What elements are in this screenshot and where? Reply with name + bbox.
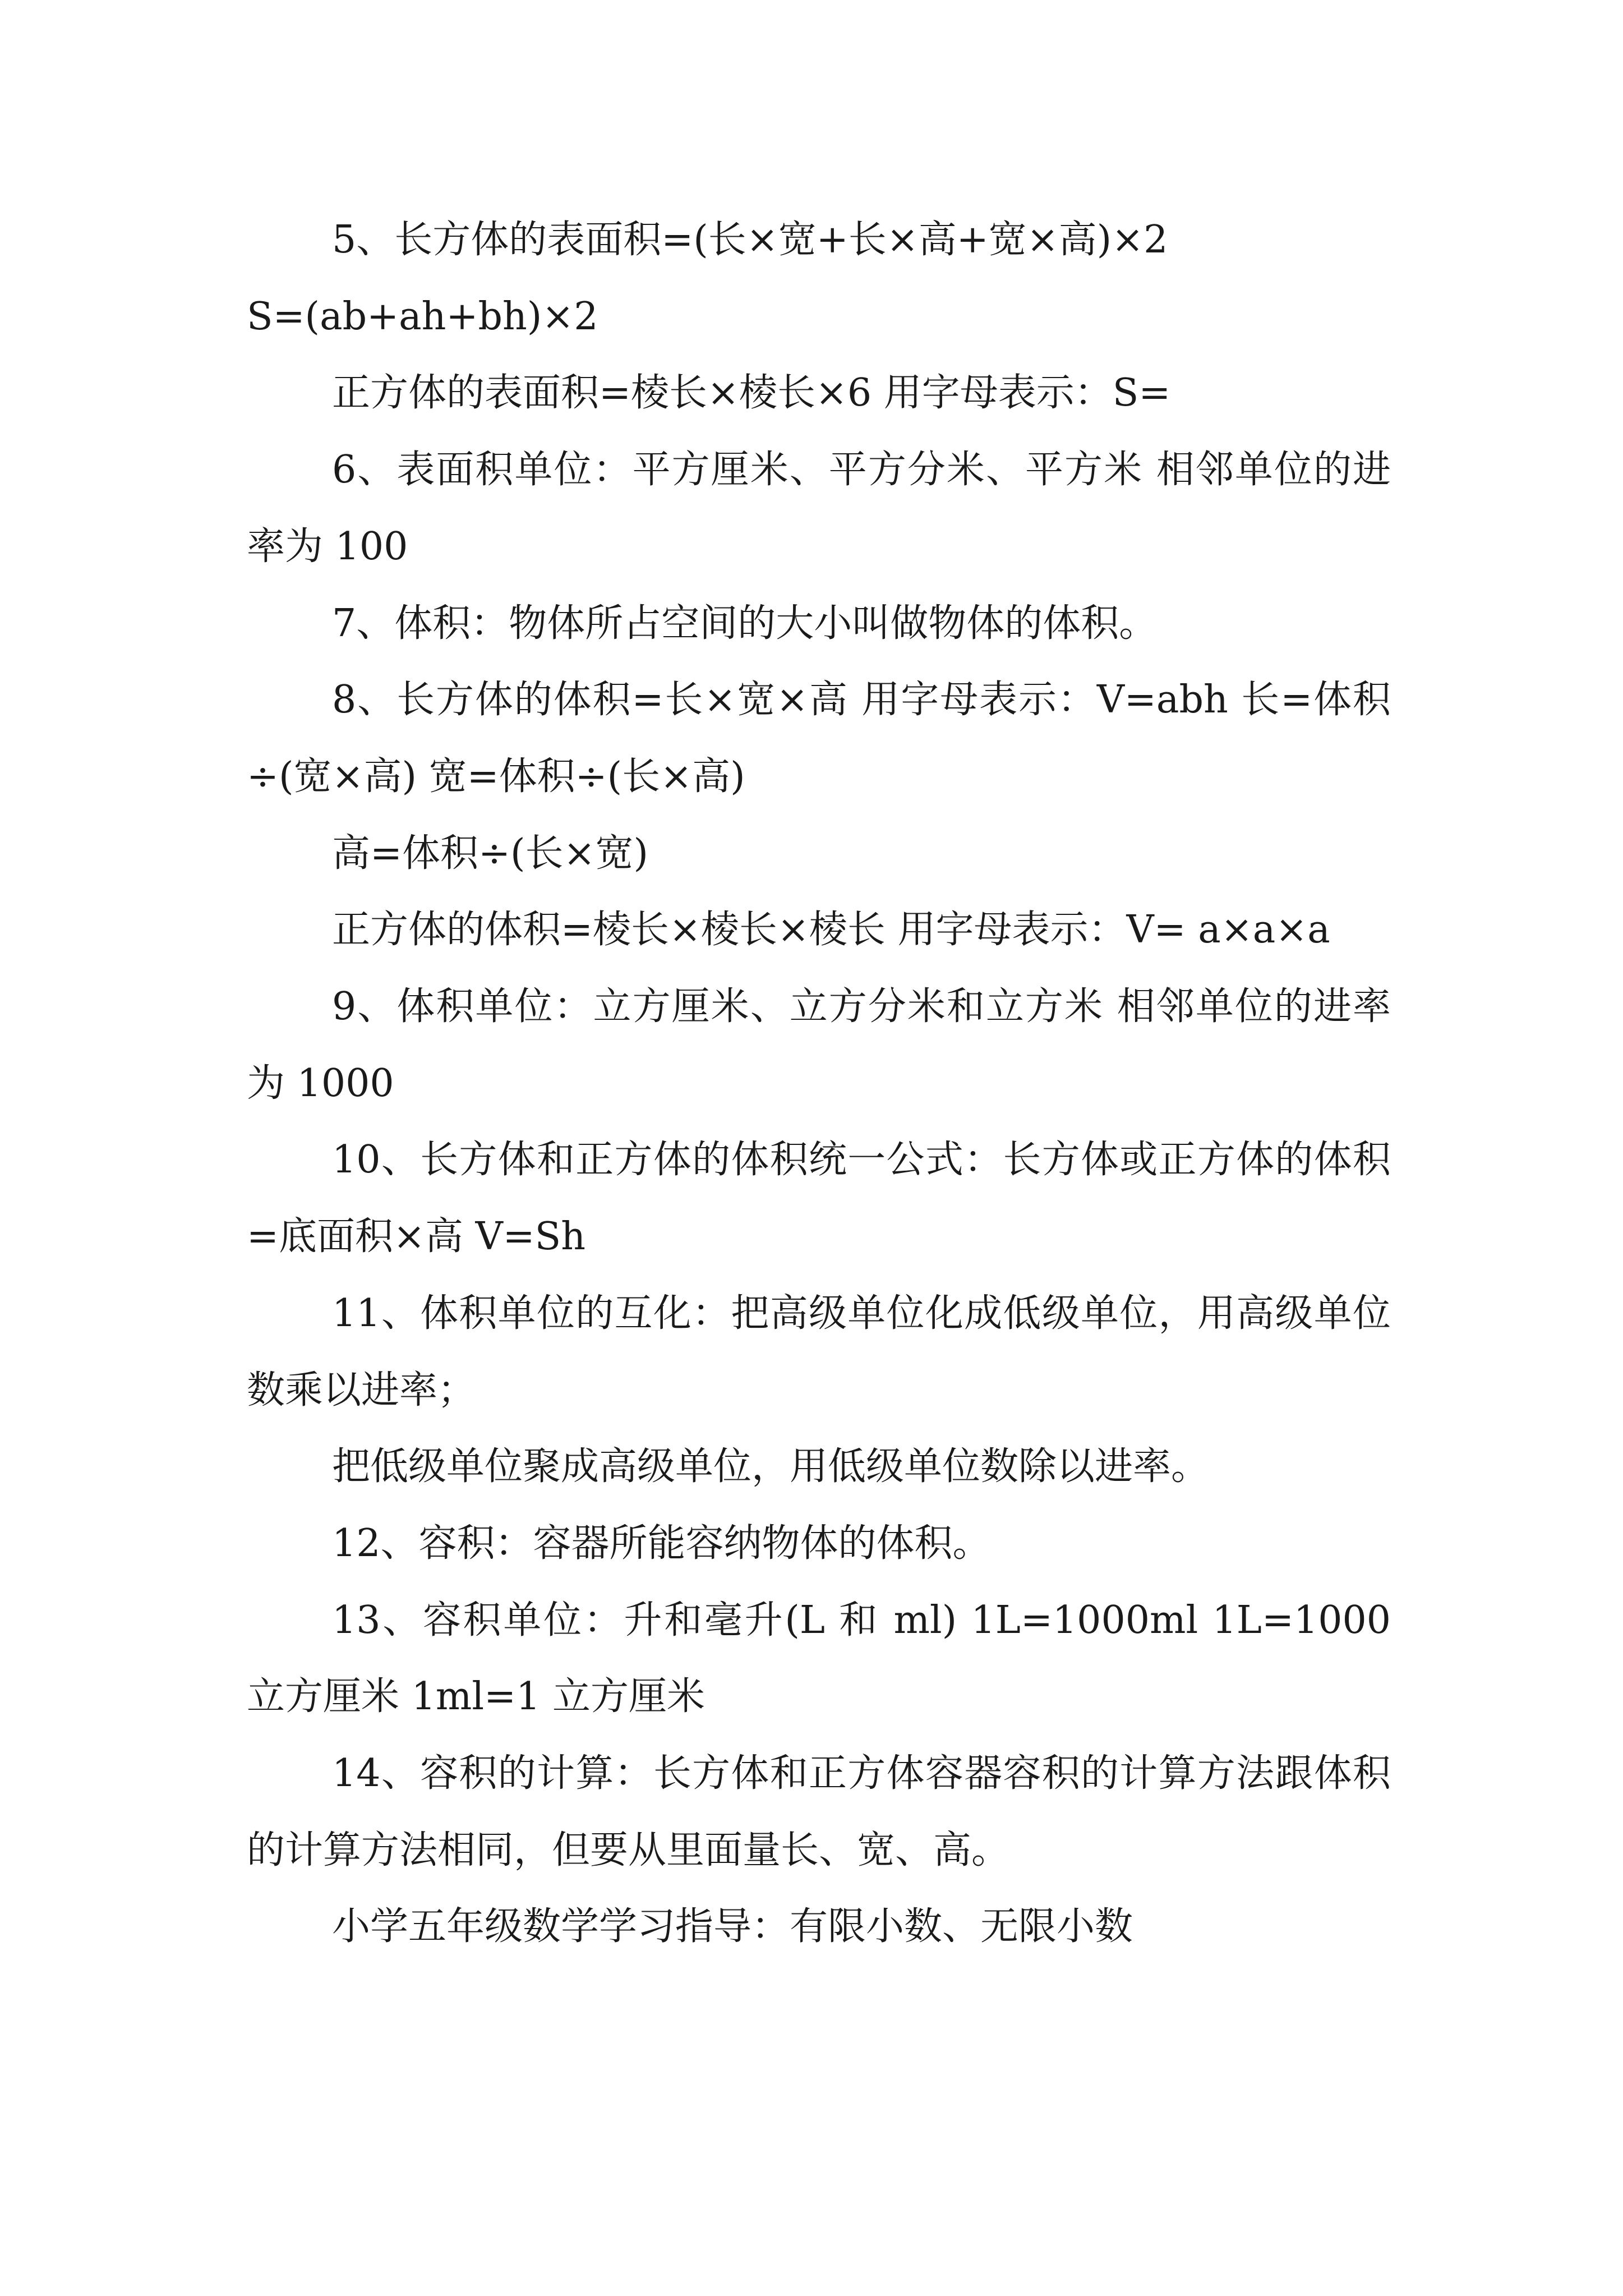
paragraph-section-heading: 小学五年级数学学习指导：有限小数、无限小数	[332, 1904, 1133, 1949]
paragraph-unified-volume-formula: 10、长方体和正方体的体积统一公式：长方体或正方体的体积=底面积×高 V=Sh	[247, 1138, 1391, 1259]
document-body	[247, 202, 1391, 1966]
paragraph-capacity-units: 13、容积单位：升和毫升(L 和 ml) 1L=1000ml 1L=1000立方厘米 1ml=1 立方厘米	[247, 1598, 1391, 1719]
paragraph-surface-area-formula: S=(ab+ah+bh)×2	[247, 294, 598, 339]
paragraph-volume-cuboid: 8、长方体的体积=长×宽×高 用字母表示：V=abh 长=体积÷(宽×高) 宽=体积÷(长×高)	[247, 678, 1391, 799]
paragraph-unit-conversion-reverse: 把低级单位聚成高级单位，用低级单位数除以进率。	[332, 1444, 1210, 1489]
paragraph-unit-conversion: 11、体积单位的互化：把高级单位化成低级单位，用高级单位数乘以进率；	[247, 1291, 1391, 1412]
paragraph-surface-area-cube: 正方体的表面积=棱长×棱长×6 用字母表示：S=	[332, 371, 1171, 416]
paragraph-volume-definition: 7、体积：物体所占空间的大小叫做物体的体积。	[332, 601, 1158, 646]
paragraph-volume-units: 9、体积单位：立方厘米、立方分米和立方米 相邻单位的进率为 1000	[247, 984, 1391, 1106]
paragraph-capacity-definition: 12、容积：容器所能容纳物体的体积。	[332, 1521, 991, 1566]
paragraph-surface-area-cuboid: 5、长方体的表面积=(长×宽+长×高+宽×高)×2	[332, 218, 1168, 262]
paragraph-height-formula: 高=体积÷(长×宽)	[332, 831, 648, 876]
paragraph-surface-area-units: 6、表面积单位：平方厘米、平方分米、平方米 相邻单位的进率为 100	[247, 448, 1391, 569]
paragraph-volume-cube: 正方体的体积=棱长×棱长×棱长 用字母表示：V= a×a×a	[332, 908, 1330, 953]
paragraph-capacity-calculation: 14、容积的计算：长方体和正方体容器容积的计算方法跟体积的计算方法相同，但要从里面量长、宽、高。	[247, 1751, 1391, 1872]
